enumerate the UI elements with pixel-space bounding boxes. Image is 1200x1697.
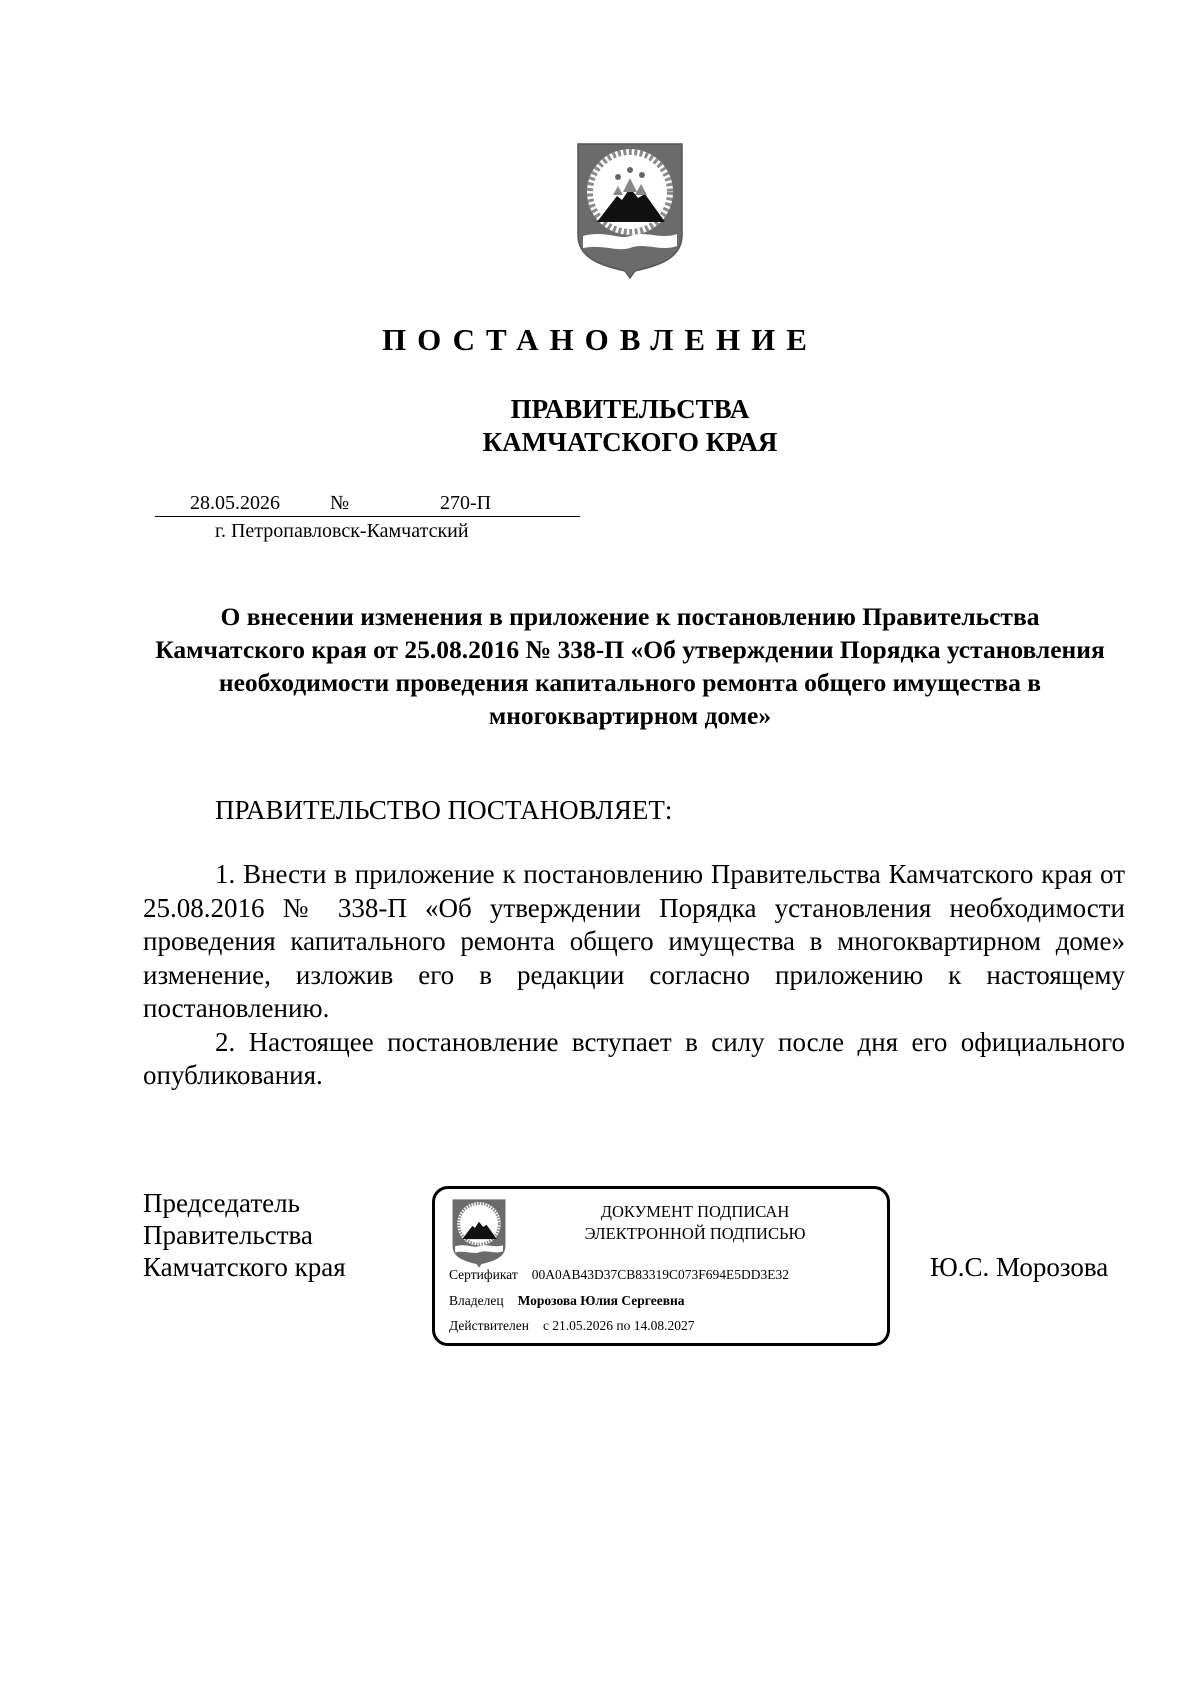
document-body — [143, 858, 1125, 1093]
stamp-certificate-row — [449, 1267, 789, 1283]
document-type-title: ПОСТАНОВЛЕНИЕ — [382, 322, 818, 357]
issuing-authority-line2: КАМЧАТСКОГО КРАЯ — [482, 427, 778, 457]
validity-label: Действителен — [449, 1318, 529, 1333]
certificate-value: 00A0AB43D37CB83319C073F694E5DD3E32 — [531, 1267, 789, 1282]
stamp-heading: ЭЛЕКТРОННОЙ ПОДПИСЬЮ — [584, 1224, 806, 1243]
stamp-owner-row — [449, 1293, 685, 1309]
number-sign: № — [330, 492, 350, 514]
owner-value: Морозова Юлия Сергеевна — [517, 1293, 685, 1308]
paragraph-1: 1. Внести в приложение к постановлению Правительства Камчатского края от 25.08.2016 № 338-П «Об утверждении Порядка установления необходимости проведения капитального ремонта общего имущества в многоквартирном доме» изменение, изложив его в редакции согласно приложению к настоящему постановлению. — [143, 859, 1125, 1023]
stamp-heading: ДОКУМЕНТ ПОДПИСАН — [600, 1202, 790, 1221]
owner-label: Владелец — [449, 1293, 504, 1308]
date-number-line — [155, 492, 580, 517]
document-subject-title: О внесении изменения в приложение к постановлению Правительства Камчатского края от 25.08.2016 № 338-П «Об утверждении Порядка установления необходимости проведения капитального ремонта общего имущества в многоквартирном доме» — [155, 602, 1105, 730]
issuing-authority-line1: ПРАВИТЕЛЬСТВА — [510, 394, 750, 424]
stamp-emblem-icon — [451, 1197, 507, 1269]
document-date: 28.05.2026 — [190, 492, 280, 514]
validity-value: с 21.05.2026 по 14.08.2027 — [542, 1318, 695, 1333]
document-number: 270-П — [440, 492, 492, 514]
position-line: Председатель — [143, 1188, 300, 1218]
signatory-position — [143, 1187, 346, 1283]
coat-of-arms-emblem — [575, 140, 685, 280]
electronic-signature-stamp — [432, 1186, 890, 1346]
city-line: г. Петропавловск-Камчатский — [215, 520, 469, 542]
decree-phrase: ПРАВИТЕЛЬСТВО ПОСТАНОВЛЯЕТ: — [215, 795, 673, 825]
position-line: Камчатского края — [143, 1252, 346, 1282]
certificate-label: Сертификат — [449, 1267, 518, 1282]
stamp-validity-row — [449, 1318, 695, 1334]
signatory-name: Ю.С. Морозова — [930, 1252, 1109, 1282]
position-line: Правительства — [143, 1220, 313, 1250]
paragraph-2: 2. Настоящее постановление вступает в силу после дня его официального опубликования. — [143, 1026, 1125, 1090]
